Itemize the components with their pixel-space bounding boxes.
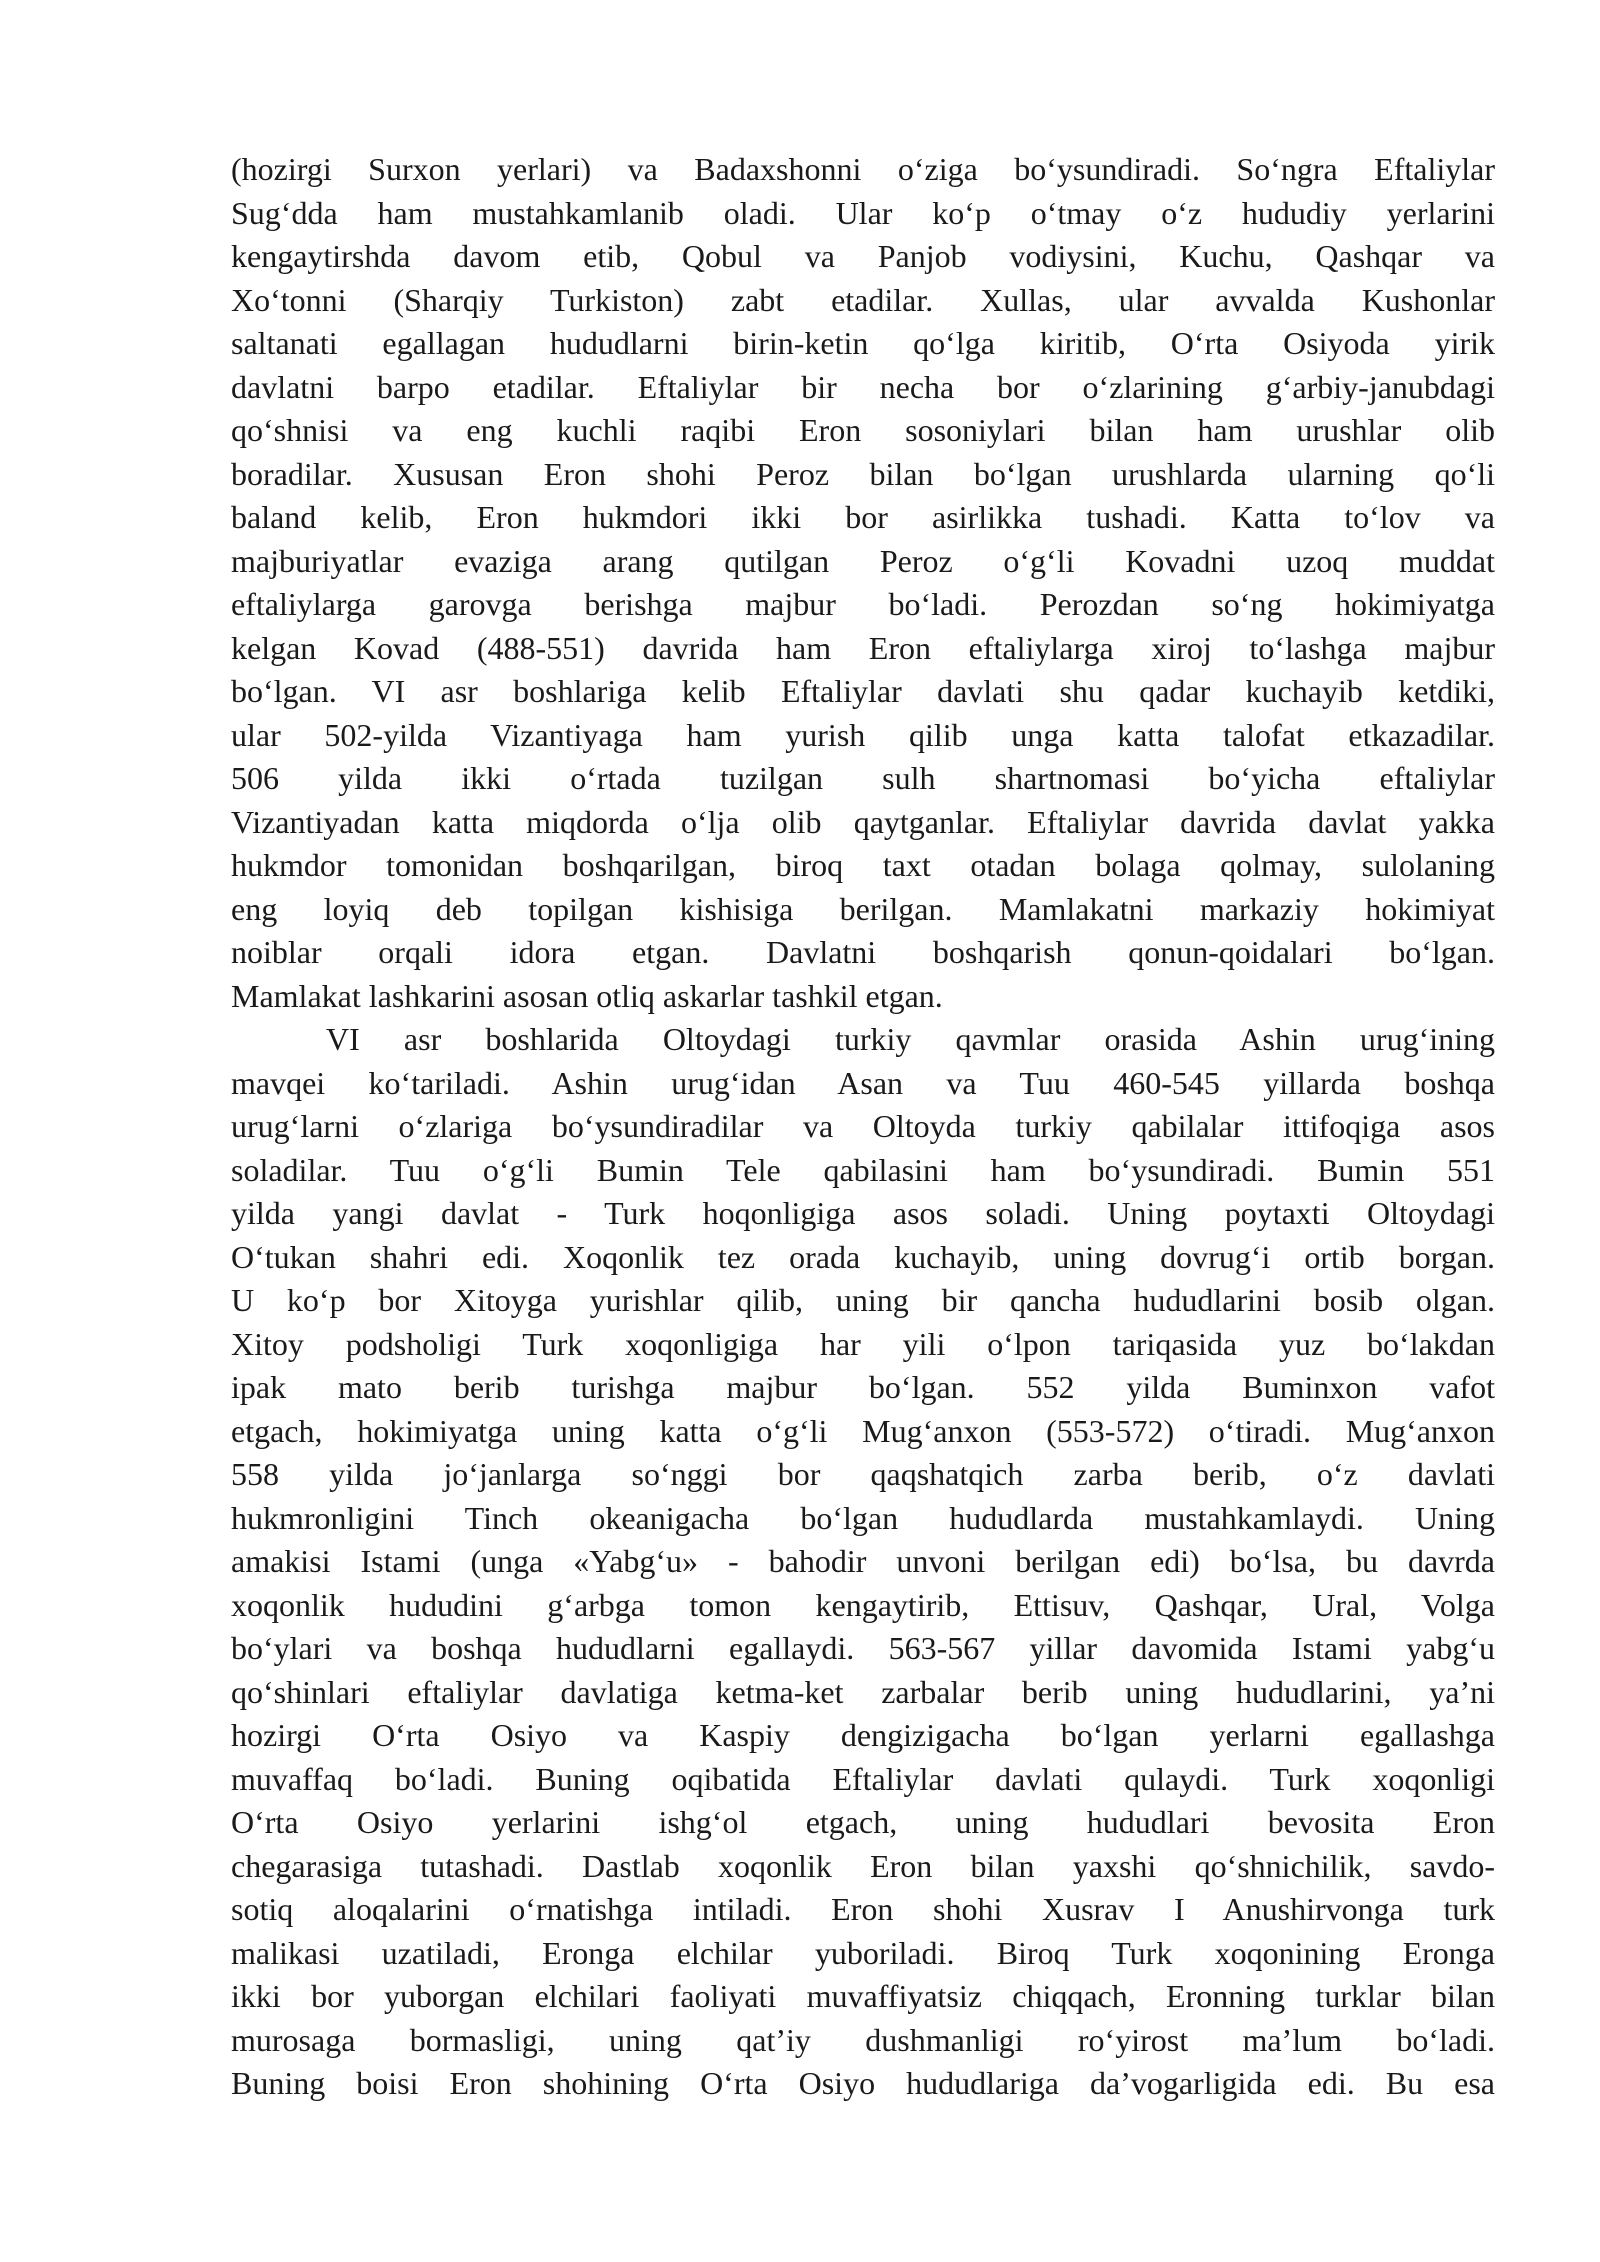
text-line: VI asr boshlarida Oltoydagi turkiy qavmlar orasida Ashin urug‘ining	[326, 1021, 1495, 1057]
text-line: soladilar. Tuu o‘g‘li Bumin Tele qabilasini ham bo‘ysundiradi. Bumin 551	[231, 1151, 1495, 1188]
text-line: sotiq aloqalarini o‘rnatishga intiladi. Eron shohi Xusrav I Anushirvonga turk	[231, 1891, 1495, 1927]
text-line: yilda yangi davlat - Turk hoqonligiga asos soladi. Uning poytaxti Oltoydagi	[231, 1195, 1495, 1231]
text-line: hukmronligini Tinch okeanigacha bo‘lgan hududlarda mustahkamlaydi. Uning	[231, 1499, 1495, 1536]
text-line: ipak mato berib turishga majbur bo‘lgan. 552 yilda Buminxon vafot	[231, 1369, 1495, 1405]
text-line: davlatni barpo etadilar. Eftaliylar bir necha bor o‘zlarining g‘arbiy-janubdagi	[231, 368, 1495, 405]
text-line: Vizantiyadan katta miqdorda o‘lja olib qaytganlar. Eftaliylar davrida davlat yakka	[231, 803, 1495, 840]
text-line: Buning boisi Eron shohining O‘rta Osiyo hududlariga da’vogarligida edi. Bu esa	[231, 2065, 1495, 2101]
text-line: xoqonlik hududini g‘arbga tomon kengaytirib, Ettisuv, Qashqar, Ural, Volga	[231, 1586, 1495, 1623]
text-line: qo‘shnisi va eng kuchli raqibi Eron sosoniylari bilan ham urushlar olib	[231, 412, 1495, 448]
text-line: eng loyiq deb topilgan kishisiga berilgan. Mamlakatni markaziy hokimiyat	[231, 890, 1495, 927]
paragraph-2	[231, 1018, 1495, 2106]
text-line: 558 yilda jo‘janlarga so‘nggi bor qaqshatqich zarba berib, o‘z davlati	[231, 1456, 1495, 1492]
text-line: ular 502-yilda Vizantiyaga ham yurish qilib unga katta talofat etkazadilar.	[231, 716, 1495, 753]
text-line: saltanati egallagan hududlarni birin-ketin qo‘lga kiritib, O‘rta Osiyoda yirik	[231, 325, 1495, 361]
text-line: baland kelib, Eron hukmdori ikki bor asirlikka tushadi. Katta to‘lov va	[231, 499, 1495, 535]
text-line: qo‘shinlari eftaliylar davlatiga ketma-ket zarbalar berib uning hududlarini, ya’ni	[231, 1673, 1495, 1710]
text-line: majburiyatlar evaziga arang qutilgan Peroz o‘g‘li Kovadni uzoq muddat	[231, 542, 1495, 579]
text-line: hozirgi O‘rta Osiyo va Kaspiy dengizigacha bo‘lgan yerlarni egallashga	[231, 1717, 1495, 1753]
paragraph-1	[231, 148, 1495, 1018]
text-line: Sug‘dda ham mustahkamlanib oladi. Ular ko‘p o‘tmay o‘z hududiy yerlarini	[231, 194, 1495, 231]
text-line: boradilar. Xususan Eron shohi Peroz bilan bo‘lgan urushlarda ularning qo‘li	[231, 455, 1495, 492]
text-line: etgach, hokimiyatga uning katta o‘g‘li Mug‘anxon (553-572) o‘tiradi. Mug‘anxon	[231, 1412, 1495, 1449]
text-line: ikki bor yuborgan elchilari faoliyati muvaffiyatsiz chiqqach, Eronning turklar bilan	[231, 1978, 1495, 2014]
text-line: U ko‘p bor Xitoyga yurishlar qilib, uning bir qancha hududlarini bosib olgan.	[231, 1282, 1495, 1318]
text-line: hukmdor tomonidan boshqarilgan, biroq taxt otadan bolaga qolmay, sulolaning	[231, 847, 1495, 883]
text-line: (hozirgi Surxon yerlari) va Badaxshonni o‘ziga bo‘ysundiradi. So‘ngra Eftaliylar	[231, 151, 1495, 187]
text-line: O‘tukan shahri edi. Xoqonlik tez orada kuchayib, uning dovrug‘i ortib borgan.	[231, 1238, 1495, 1275]
text-line: Xo‘tonni (Sharqiy Turkiston) zabt etadilar. Xullas, ular avvalda Kushonlar	[231, 281, 1495, 318]
text-line: malikasi uzatiladi, Eronga elchilar yuboriladi. Biroq Turk xoqonining Eronga	[231, 1934, 1495, 1971]
text-line: murosaga bormasligi, uning qat’iy dushmanligi ro‘yirost ma’lum bo‘ladi.	[231, 2021, 1495, 2058]
text-line: kelgan Kovad (488-551) davrida ham Eron eftaliylarga xiroj to‘lashga majbur	[231, 629, 1495, 666]
text-line: Mamlakat lashkarini asosan otliq askarlar tashkil etgan.	[231, 977, 943, 1014]
text-line: bo‘lgan. VI asr boshlariga kelib Eftaliylar davlati shu qadar kuchayib ketdiki,	[231, 673, 1495, 709]
text-line: kengaytirshda davom etib, Qobul va Panjob vodiysini, Kuchu, Qashqar va	[231, 238, 1495, 274]
text-line: chegarasiga tutashadi. Dastlab xoqonlik Eron bilan yaxshi qo‘shnichilik, savdo-	[231, 1847, 1495, 1884]
text-line: bo‘ylari va boshqa hududlarni egallaydi. 563-567 yillar davomida Istami yabg‘u	[231, 1630, 1495, 1666]
text-line: muvaffaq bo‘ladi. Buning oqibatida Eftaliylar davlati qulaydi. Turk xoqonligi	[231, 1760, 1495, 1797]
text-line: urug‘larni o‘zlariga bo‘ysundiradilar va Oltoyda turkiy qabilalar ittifoqiga asos	[231, 1108, 1495, 1144]
text-line: mavqei ko‘tariladi. Ashin urug‘idan Asan va Tuu 460-545 yillarda boshqa	[231, 1064, 1495, 1101]
text-line: O‘rta Osiyo yerlarini ishg‘ol etgach, uning hududlari bevosita Eron	[231, 1804, 1495, 1840]
document-body	[231, 148, 1495, 2106]
text-line: eftaliylarga garovga berishga majbur bo‘ladi. Perozdan so‘ng hokimiyatga	[231, 586, 1495, 622]
text-line: noiblar orqali idora etgan. Davlatni boshqarish qonun-qoidalari bo‘lgan.	[231, 934, 1495, 970]
text-line: Xitoy podsholigi Turk xoqonligiga har yili o‘lpon tariqasida yuz bo‘lakdan	[231, 1325, 1495, 1362]
text-line: 506 yilda ikki o‘rtada tuzilgan sulh shartnomasi bo‘yicha eftaliylar	[231, 760, 1495, 796]
text-line: amakisi Istami (unga «Yabg‘u» - bahodir unvoni berilgan edi) bo‘lsa, bu davrda	[231, 1543, 1495, 1579]
